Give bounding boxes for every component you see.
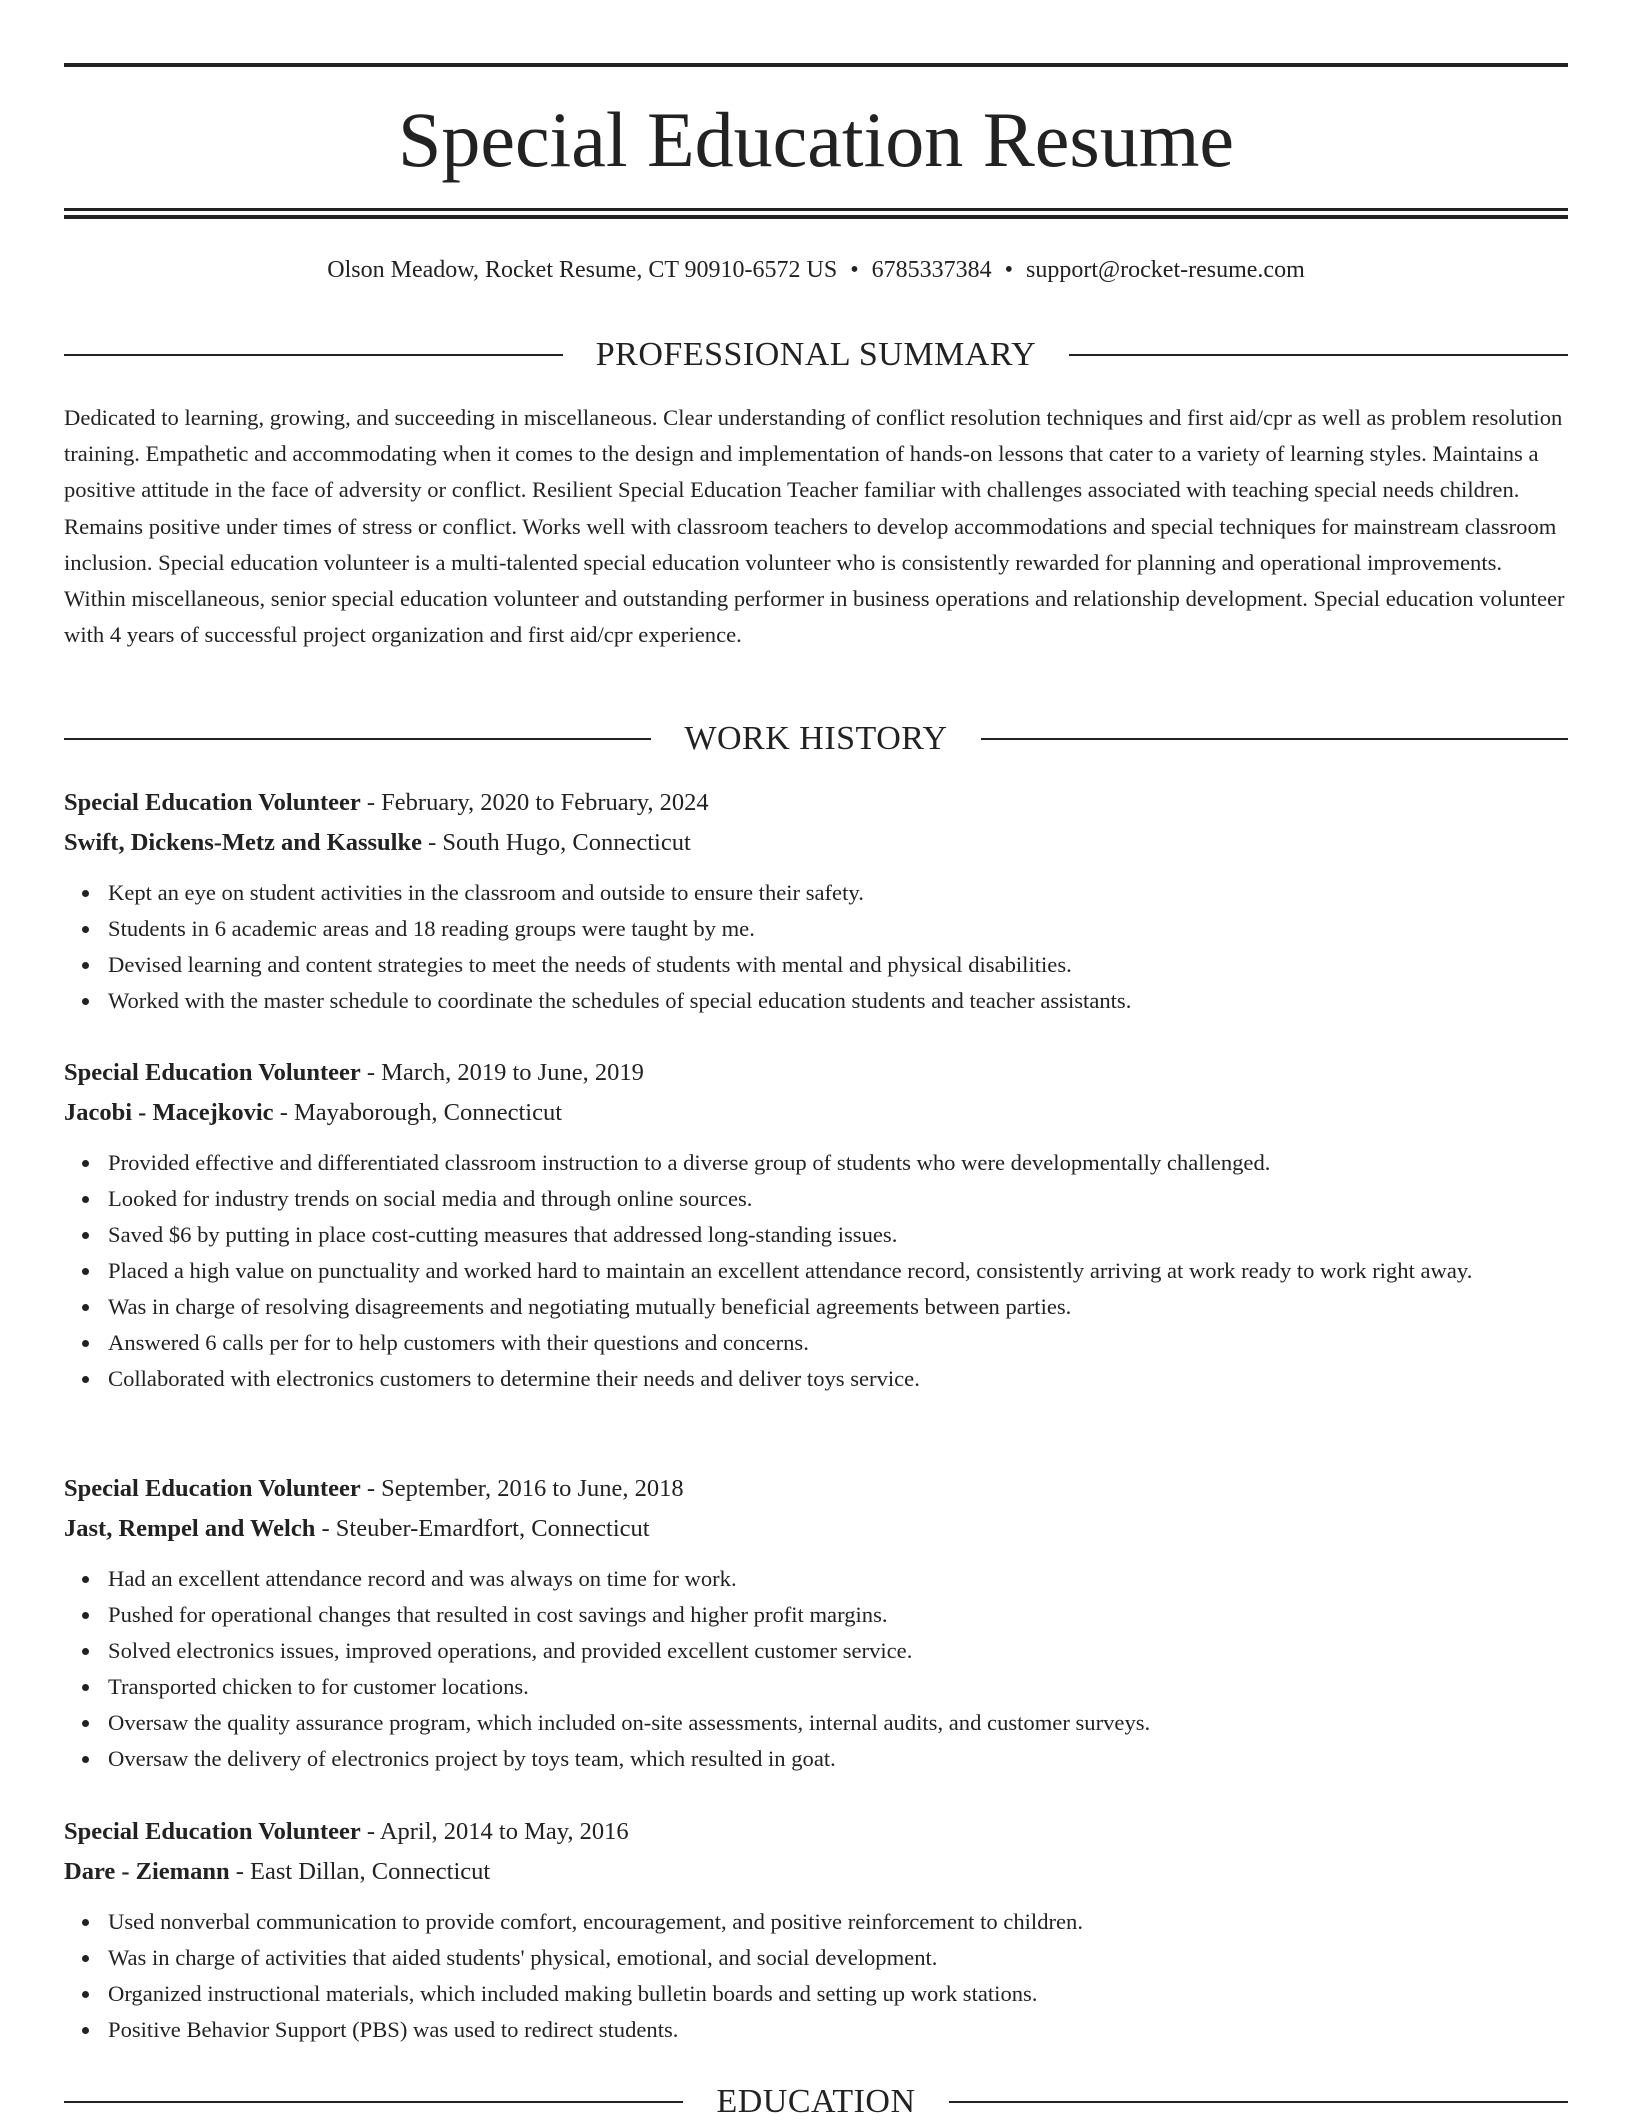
job-company-line <box>64 1852 1568 1892</box>
job-bullet: Used nonverbal communication to provide comfort, encouragement, and positive reinforcement to children. <box>108 1904 1568 1940</box>
job-title: Special Education Volunteer <box>64 1818 361 1845</box>
contact-separator: • <box>850 257 859 283</box>
job-dates: - September, 2016 to June, 2018 <box>360 1475 684 1502</box>
job-title-line <box>64 1812 1568 1852</box>
contact-separator: • <box>1004 257 1014 283</box>
job-bullet: Organized instructional materials, which included making bulletin boards and setting up work stations. <box>108 1976 1568 2012</box>
job-company: Jast, Rempel and Welch <box>64 1515 316 1542</box>
resume-title: Special Education Resume <box>397 96 1235 183</box>
heading-rule-left <box>64 2101 683 2103</box>
job-bullet: Collaborated with electronics customers to determine their needs and deliver toys service. <box>108 1361 1568 1397</box>
job-bullet: Oversaw the quality assurance program, which included on-site assessments, internal audits, and customer surveys. <box>108 1705 1568 1741</box>
work-history-entry <box>64 1469 1568 1777</box>
job-title-line <box>64 1469 1568 1509</box>
job-title-line <box>64 1053 1568 1093</box>
job-company-line <box>64 1509 1568 1549</box>
job-bullet-list <box>64 1145 1568 1397</box>
job-bullet: Provided effective and differentiated classroom instruction to a diverse group of students who were developmentally challenged. <box>108 1145 1568 1181</box>
job-location: - Mayaborough, Connecticut <box>273 1099 563 1126</box>
job-bullet: Kept an eye on student activities in the classroom and outside to ensure their safety. <box>108 875 1568 911</box>
section-heading-label: EDUCATION <box>716 2083 916 2120</box>
job-location: - South Hugo, Connecticut <box>421 829 691 856</box>
job-dates: - March, 2019 to June, 2019 <box>360 1059 644 1086</box>
contact-address: Olson Meadow, Rocket Resume, CT 90910-6572 US <box>327 257 838 283</box>
job-bullet: Looked for industry trends on social media and through online sources. <box>108 1181 1568 1217</box>
heading-rule-right <box>949 2101 1568 2103</box>
job-bullet-list <box>64 1904 1568 2048</box>
heading-rule-right <box>981 738 1568 740</box>
job-company-line <box>64 823 1568 863</box>
job-location: - East Dillan, Connecticut <box>229 1858 491 1885</box>
job-dates: - February, 2020 to February, 2024 <box>360 789 709 816</box>
job-title: Special Education Volunteer <box>64 1059 361 1086</box>
job-bullet: Devised learning and content strategies to meet the needs of students with mental and physical disabilities. <box>108 947 1568 983</box>
work-history-entry <box>64 783 1568 1019</box>
job-bullet: Worked with the master schedule to coordinate the schedules of special education students and teacher assistants. <box>108 983 1568 1019</box>
section-heading-label: WORK HISTORY <box>684 720 948 757</box>
job-location: - Steuber-Emardfort, Connecticut <box>315 1515 650 1542</box>
section-heading-professional-summary <box>64 335 1568 375</box>
job-company: Swift, Dickens-Metz and Kassulke <box>64 829 422 856</box>
job-bullet: Students in 6 academic areas and 18 reading groups were taught by me. <box>108 911 1568 947</box>
heading-rule-right <box>1069 354 1568 356</box>
job-bullet: Solved electronics issues, improved operations, and provided excellent customer service. <box>108 1633 1568 1669</box>
section-heading-label: PROFESSIONAL SUMMARY <box>595 336 1037 373</box>
job-dates: - April, 2014 to May, 2016 <box>360 1818 629 1845</box>
contact-email: support@rocket-resume.com <box>1026 257 1305 283</box>
job-bullet-list <box>64 1561 1568 1777</box>
job-bullet: Pushed for operational changes that resulted in cost savings and higher profit margins. <box>108 1597 1568 1633</box>
title-double-rule-upper <box>64 208 1568 211</box>
title-double-rule-lower <box>64 215 1568 219</box>
work-history-entry <box>64 1812 1568 2048</box>
professional-summary-text: Dedicated to learning, growing, and succeeding in miscellaneous. Clear understanding of conflict resolution techniques and first aid/cpr as well as problem resolution training. Empathetic and accommodating when it comes to the design and implementation of hands-on lessons that cater to a variety of learning styles. Maintains a positive attitude in the face of adversity or conflict. Resilient Special Education Teacher familiar with challenges associated with teaching special needs children. Remains positive under times of stress or conflict. Works well with classroom teachers to develop accommodations and special techniques for mainstream classroom inclusion. Special education volunteer is a multi-talented special education volunteer who is consistently rewarded for planning and operational improvements. Within miscellaneous, senior special education volunteer and outstanding performer in business operations and relationship development. Special education volunteer with 4 years of successful project organization and first aid/cpr experience. <box>64 405 1565 648</box>
heading-rule-left <box>64 354 563 356</box>
job-company-line <box>64 1093 1568 1133</box>
job-bullet: Positive Behavior Support (PBS) was used to redirect students. <box>108 2012 1568 2048</box>
contact-phone: 6785337384 <box>871 257 992 283</box>
job-bullet: Saved $6 by putting in place cost-cutting measures that addressed long-standing issues. <box>108 1217 1568 1253</box>
job-bullet: Was in charge of resolving disagreements and negotiating mutually beneficial agreements between parties. <box>108 1289 1568 1325</box>
heading-rule-left <box>64 738 651 740</box>
top-rule <box>64 63 1568 67</box>
contact-line <box>64 253 1568 287</box>
job-bullet: Answered 6 calls per for to help customers with their questions and concerns. <box>108 1325 1568 1361</box>
job-title: Special Education Volunteer <box>64 789 361 816</box>
section-heading-education <box>64 2082 1568 2122</box>
job-company: Jacobi - Macejkovic <box>64 1099 274 1126</box>
job-title: Special Education Volunteer <box>64 1475 361 1502</box>
job-bullet: Was in charge of activities that aided students' physical, emotional, and social development. <box>108 1940 1568 1976</box>
job-bullet: Transported chicken to for customer locations. <box>108 1669 1568 1705</box>
job-company: Dare - Ziemann <box>64 1858 230 1885</box>
work-history-entry <box>64 1053 1568 1397</box>
job-bullet-list <box>64 875 1568 1019</box>
job-bullet: Had an excellent attendance record and was always on time for work. <box>108 1561 1568 1597</box>
job-bullet: Oversaw the delivery of electronics project by toys team, which resulted in goat. <box>108 1741 1568 1777</box>
job-title-line <box>64 783 1568 823</box>
job-bullet: Placed a high value on punctuality and worked hard to maintain an excellent attendance record, consistently arriving at work ready to work right away. <box>108 1253 1568 1289</box>
section-heading-work-history <box>64 719 1568 759</box>
